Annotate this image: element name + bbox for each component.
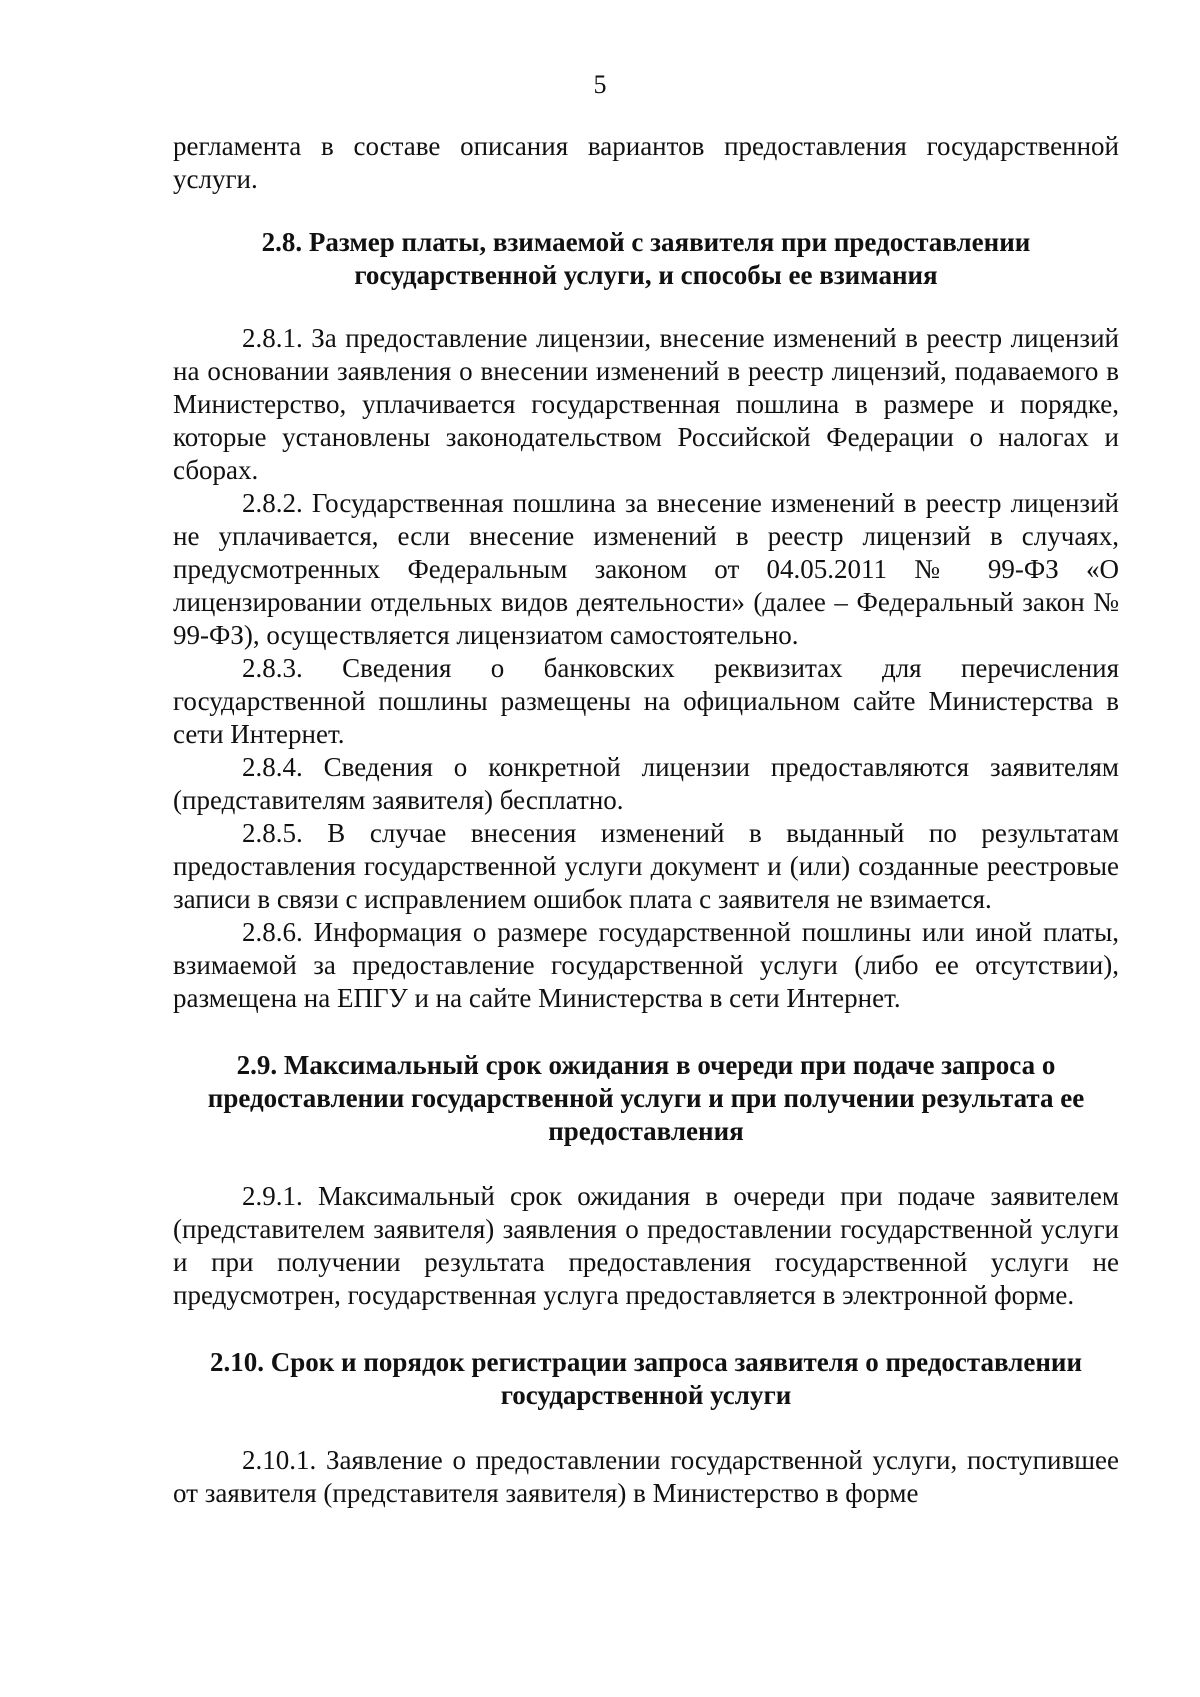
paragraph-2-9-1: 2.9.1. Максимальный срок ожидания в очереди при подаче заявителем (представителем заявителя) заявления о предоставлении государственной услуги и при получении результата предоставления государственной услуги не предусмотрен, государственная услуга предоставляется в электронной форме.: [173, 1181, 1119, 1310]
paragraph-2-8-6: 2.8.6. Информация о размере государственной пошлины или иной платы, взимаемой за предоставление государственной услуги (либо ее отсутствии), размещена на ЕПГУ и на сайте Министерства в сети Интернет.: [173, 917, 1119, 1013]
section-2-10-heading: 2.10. Срок и порядок регистрации запроса заявителя о предоставлении государственной услуги: [209, 1347, 1083, 1410]
paragraph-2-8-5: 2.8.5. В случае внесения изменений в выданный по результатам предоставления государственной услуги документ и (или) созданные реестровые записи в связи с исправлением ошибок плата с заявителя не взимается.: [173, 818, 1119, 914]
paragraph-2-10-1: 2.10.1. Заявление о предоставлении государственной услуги, поступившее от заявителя (представителя заявителя) в Министерство в форме: [173, 1445, 1119, 1508]
page-number: 5: [593, 70, 607, 99]
paragraph-2-8-2: 2.8.2. Государственная пошлина за внесение изменений в реестр лицензий не уплачивается, если внесение изменений в реестр лицензий в случаях, предусмотренных Федеральным законом от 04.05.2011 № 99-ФЗ «О лицензировании отдельных видов деятельности» (далее – Федеральный закон № 99-ФЗ), осуществляется лицензиатом самостоятельно.: [173, 488, 1119, 650]
section-2-9-heading: 2.9. Максимальный срок ожидания в очереди при подаче запроса о предоставлении государственной услуги и при получении результата ее предоставления: [207, 1050, 1085, 1146]
paragraph-2-8-4: 2.8.4. Сведения о конкретной лицензии предоставляются заявителям (представителям заявителя) бесплатно.: [173, 752, 1119, 815]
paragraph-2-8-1: 2.8.1. За предоставление лицензии, внесение изменений в реестр лицензий на основании заявления о внесении изменений в реестр лицензий, подаваемого в Министерство, уплачивается государственная пошлина в размере и порядке, которые установлены законодательством Российской Федерации о налогах и сборах.: [173, 323, 1119, 485]
paragraph-2-8-3: 2.8.3. Сведения о банковских реквизитах для перечисления государственной пошлины размещены на официальном сайте Министерства в сети Интернет.: [173, 653, 1119, 749]
continuation-paragraph: регламента в составе описания вариантов предоставления государственной услуги.: [173, 131, 1119, 194]
document-body: [173, 130, 1119, 1510]
section-2-8-heading: 2.8. Размер платы, взимаемой с заявителя при предоставлении государственной услуги, и способы ее взимания: [261, 227, 1031, 290]
